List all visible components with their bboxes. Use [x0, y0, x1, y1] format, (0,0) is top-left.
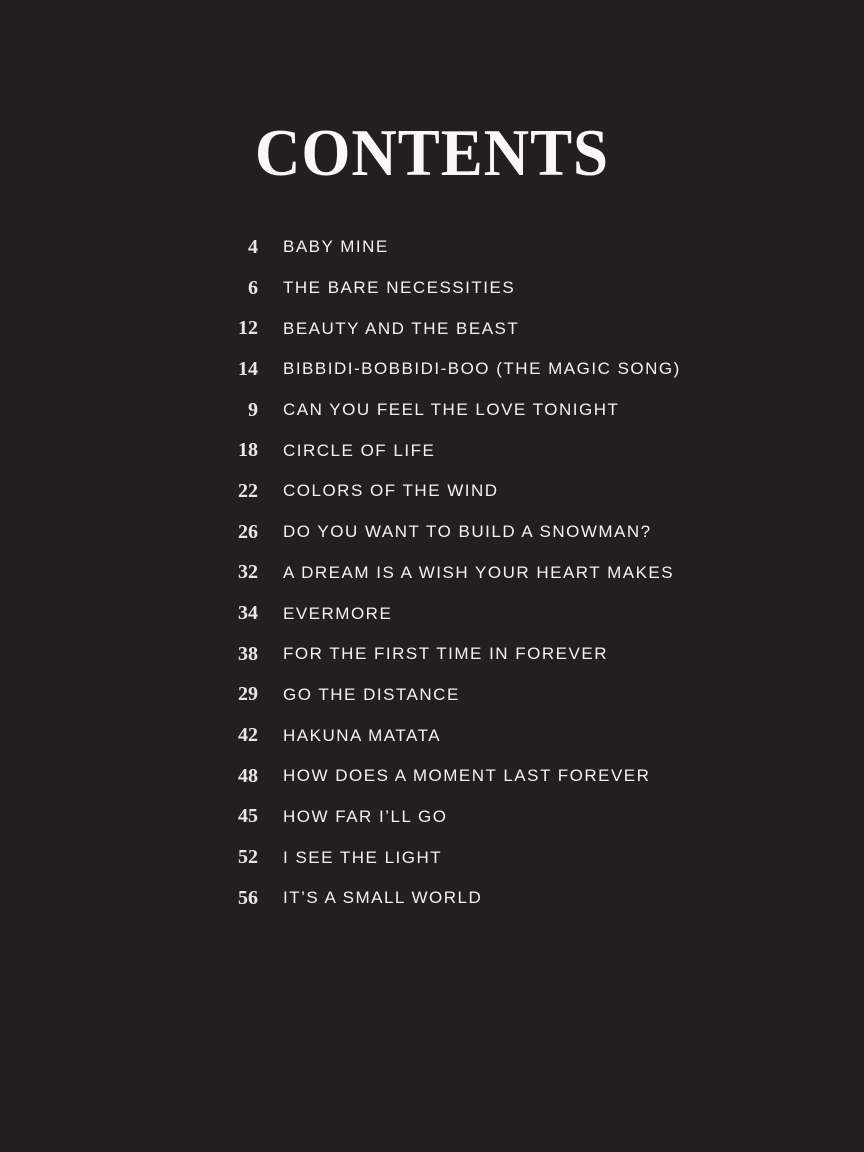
toc-row: [198, 308, 681, 349]
toc-page-number: 45: [238, 805, 258, 828]
toc-page-number: 29: [238, 683, 258, 706]
toc-row: [198, 390, 681, 431]
toc-page-number: 56: [238, 886, 258, 909]
toc-row: [198, 593, 681, 634]
toc-page-number: 12: [238, 317, 258, 340]
toc-row: [198, 430, 681, 471]
toc-page-number: 52: [238, 846, 258, 869]
toc-row: [198, 553, 681, 594]
toc-song-title: CAN YOU FEEL THE LOVE TONIGHT: [283, 400, 620, 420]
toc-page-number: 48: [238, 764, 258, 787]
toc-song-title: HAKUNA MATATA: [283, 725, 442, 745]
toc-song-title: BEAUTY AND THE BEAST: [283, 318, 520, 338]
toc-song-title: COLORS OF THE WIND: [283, 481, 499, 501]
toc-song-title: IT’S A SMALL WORLD: [283, 888, 483, 908]
toc-page-number: 9: [248, 398, 258, 421]
toc-page-number: 42: [238, 724, 258, 747]
toc-song-title: A DREAM IS A WISH YOUR HEART MAKES: [283, 562, 675, 582]
toc-row: [198, 634, 681, 675]
toc-song-title: HOW FAR I’LL GO: [283, 806, 448, 826]
toc-row: [198, 349, 681, 390]
toc-page-number: 4: [248, 235, 258, 258]
toc-row: [198, 471, 681, 512]
toc-song-title: THE BARE NECESSITIES: [283, 278, 516, 298]
toc-row: [198, 878, 681, 919]
toc-row: [198, 512, 681, 553]
toc-song-title: EVERMORE: [283, 603, 393, 623]
toc-row: [198, 756, 681, 797]
toc-song-title: GO THE DISTANCE: [283, 684, 460, 704]
toc-song-title: I SEE THE LIGHT: [283, 847, 443, 867]
toc-page-number: 22: [238, 479, 258, 502]
toc-row: [198, 715, 681, 756]
toc-song-title: CIRCLE OF LIFE: [283, 440, 436, 460]
toc-row: [198, 227, 681, 268]
toc-page-number: 6: [248, 276, 258, 299]
toc-page-number: 32: [238, 561, 258, 584]
toc-song-title: HOW DOES A MOMENT LAST FOREVER: [283, 766, 651, 786]
toc-row: [198, 837, 681, 878]
toc-row: [198, 268, 681, 309]
page-title: CONTENTS: [254, 116, 609, 190]
toc-page-number: 38: [238, 642, 258, 665]
toc-page-number: 18: [238, 439, 258, 462]
toc-song-title: BABY MINE: [283, 237, 389, 257]
toc-page-number: 26: [238, 520, 258, 543]
toc-page-number: 34: [238, 602, 258, 625]
toc-list: [198, 227, 681, 919]
toc-page-number: 14: [238, 357, 258, 380]
toc-row: [198, 675, 681, 716]
toc-song-title: BIBBIDI-BOBBIDI-BOO (THE MAGIC SONG): [283, 359, 681, 379]
toc-row: [198, 797, 681, 838]
toc-song-title: DO YOU WANT TO BUILD A SNOWMAN?: [283, 522, 652, 542]
toc-song-title: FOR THE FIRST TIME IN FOREVER: [283, 644, 608, 664]
